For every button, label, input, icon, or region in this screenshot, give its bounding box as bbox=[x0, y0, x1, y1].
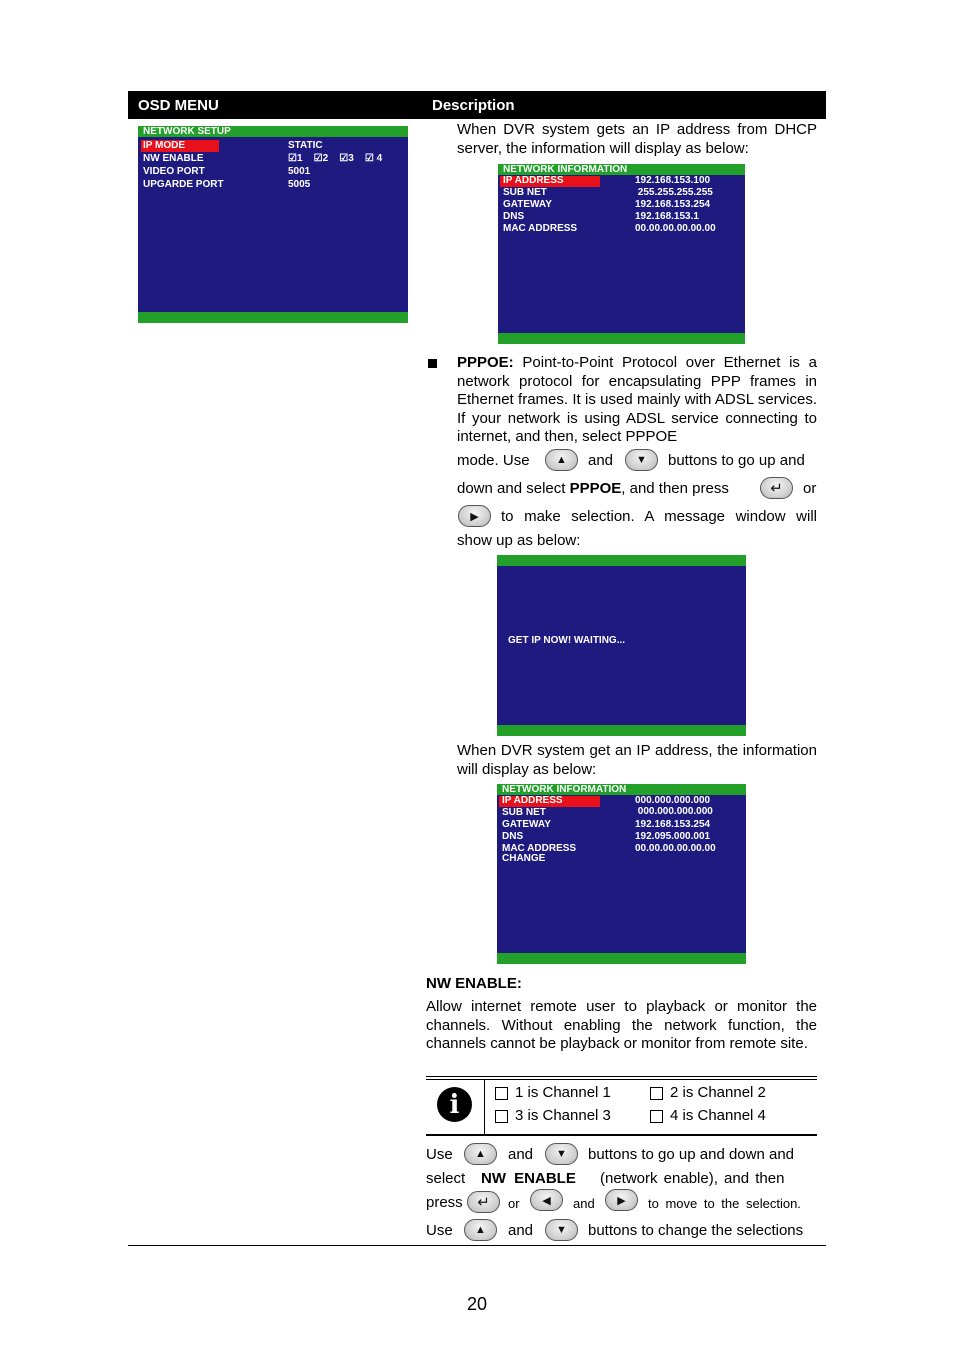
right-button-icon: ▶ bbox=[458, 505, 491, 527]
note-rule-bottom bbox=[426, 1134, 817, 1136]
note-item: 2 is Channel 2 bbox=[670, 1084, 766, 1101]
osd-waiting-message: GET IP NOW! WAITING... bbox=[508, 635, 626, 646]
pppoe-line-show: show up as below: bbox=[457, 532, 581, 549]
enter-button-icon: ↵ bbox=[467, 1191, 500, 1213]
checkbox-icon bbox=[650, 1110, 663, 1123]
osd-footer-bar bbox=[498, 333, 745, 344]
osd-row-value: 000.000.000.000 bbox=[635, 795, 711, 806]
up-button-icon: ▲ bbox=[545, 449, 578, 471]
instr-l1-rest: buttons to go up and down and bbox=[588, 1146, 795, 1163]
nw-enable-body: Allow internet remote user to playback or monitor the channels. Without enabling the network function, the channels cannot be playback or monitor from remote site. bbox=[426, 998, 817, 1053]
header-osd-menu: OSD MENU bbox=[138, 97, 219, 114]
checkbox-icon bbox=[495, 1087, 508, 1100]
instr-use: Use bbox=[426, 1146, 453, 1163]
pppoe-line-mode: mode. Use bbox=[457, 452, 530, 469]
osd-row-key: GATEWAY bbox=[502, 819, 551, 830]
osd-title: NETWORK INFORMATION bbox=[502, 784, 627, 795]
osd-row-value: 192.168.153.254 bbox=[635, 199, 711, 210]
instr-l2-rest: (network enable), and then bbox=[600, 1170, 785, 1187]
osd-title: NETWORK SETUP bbox=[143, 126, 231, 137]
header-description: Description bbox=[432, 97, 515, 114]
note-divider bbox=[484, 1079, 485, 1134]
pppoe-line-updown: buttons to go up and bbox=[668, 452, 805, 469]
osd-row-key: VIDEO PORT bbox=[143, 166, 205, 177]
osd-waiting-window bbox=[497, 555, 746, 736]
header-notch-mid bbox=[410, 119, 426, 121]
osd-footer-bar bbox=[138, 312, 408, 323]
note-item: 4 is Channel 4 bbox=[670, 1107, 766, 1124]
osd-title-bar bbox=[497, 555, 746, 566]
up-button-icon: ▲ bbox=[464, 1143, 497, 1165]
checkbox-icon bbox=[650, 1087, 663, 1100]
instr-and: and bbox=[508, 1222, 534, 1239]
osd-row-key: IP MODE bbox=[143, 140, 186, 151]
pppoe-line-and: and bbox=[588, 452, 614, 469]
osd-row-value: 5005 bbox=[288, 179, 311, 190]
instr-select: select bbox=[426, 1170, 466, 1187]
down-button-icon: ▼ bbox=[545, 1143, 578, 1165]
nw-enable-heading: NW ENABLE: bbox=[426, 975, 522, 992]
enter-button-icon: ↵ bbox=[760, 477, 793, 499]
osd-row-key: GATEWAY bbox=[503, 199, 552, 210]
instr-and: and bbox=[573, 1196, 595, 1211]
osd-row-key: MAC ADDRESS bbox=[502, 843, 577, 854]
pppoe-line-or: or bbox=[803, 480, 817, 497]
osd-row-value: STATIC bbox=[288, 140, 323, 151]
osd-row-value: 000.000.000.000 bbox=[635, 806, 713, 817]
osd-row-value: 00.00.00.00.00.00 bbox=[635, 843, 716, 854]
down-button-icon: ▼ bbox=[545, 1219, 578, 1241]
down-button-icon: ▼ bbox=[625, 449, 658, 471]
osd-network-setup bbox=[138, 126, 408, 323]
osd-row-value: 192.168.153.254 bbox=[635, 819, 711, 830]
osd-row-key: IP ADDRESS bbox=[502, 795, 563, 806]
osd-row-key: DNS bbox=[502, 831, 524, 842]
instr-l3-rest: to move to the selection. bbox=[648, 1196, 801, 1211]
instr-l4-rest: buttons to change the selections bbox=[588, 1222, 804, 1239]
osd-row-value: ☑1 ☑2 ☑3 ☑ 4 bbox=[288, 153, 383, 164]
pppoe-body: Point-to-Point Protocol over Ethernet is a network protocol for encapsulating PPP frames in Ethernet frames. It is used mainly with ADSL services. If your network is using ADSL service connecting to internet, and then, select PPPOE bbox=[457, 354, 817, 446]
osd-row-value: 192.168.153.100 bbox=[635, 175, 711, 186]
osd-row-key: DNS bbox=[503, 211, 525, 222]
instr-and: and bbox=[508, 1146, 534, 1163]
note-item: 1 is Channel 1 bbox=[515, 1084, 611, 1101]
osd-footer-bar bbox=[497, 725, 746, 736]
pppoe-term: PPPOE: bbox=[457, 354, 514, 371]
info-icon: i bbox=[437, 1087, 472, 1122]
osd-footer-bar bbox=[497, 953, 746, 964]
osd-network-info-pppoe bbox=[497, 784, 746, 964]
osd-network-info-dhcp bbox=[498, 164, 745, 344]
instr-press: press bbox=[426, 1194, 463, 1211]
osd-row-value: 5001 bbox=[288, 166, 311, 177]
note-item: 3 is Channel 3 bbox=[515, 1107, 611, 1124]
instr-nw-enable: NW ENABLE bbox=[481, 1170, 576, 1187]
note-rule-top bbox=[426, 1076, 817, 1077]
bullet-square-icon bbox=[428, 359, 437, 368]
osd-row-key: SUB NET bbox=[502, 807, 546, 818]
osd-row-key: CHANGE bbox=[502, 853, 546, 864]
paragraph-pppoe bbox=[457, 354, 817, 447]
osd-row-key: IP ADDRESS bbox=[503, 175, 564, 186]
osd-row-key: MAC ADDRESS bbox=[503, 223, 578, 234]
paragraph-dhcp: When DVR system gets an IP address from DHCP server, the information will display as below: bbox=[457, 121, 817, 157]
osd-row-key: NW ENABLE bbox=[143, 153, 204, 164]
instr-or: or bbox=[508, 1196, 520, 1211]
osd-row-value: 192.095.000.001 bbox=[635, 831, 711, 842]
pppoe-line-make: to make selection. A message window will bbox=[501, 508, 817, 525]
up-button-icon: ▲ bbox=[464, 1219, 497, 1241]
osd-title: NETWORK INFORMATION bbox=[503, 164, 628, 175]
instr-use: Use bbox=[426, 1222, 453, 1239]
right-button-icon: ▶ bbox=[605, 1189, 638, 1211]
pppoe-line-down: down and select PPPOE, and then press bbox=[457, 480, 729, 497]
paragraph-pppoe-get: When DVR system get an IP address, the information will display as below: bbox=[457, 742, 817, 778]
osd-row-key: UPGARDE PORT bbox=[143, 179, 224, 190]
osd-row-value: 255.255.255.255 bbox=[635, 187, 713, 198]
page-number: 20 bbox=[466, 1294, 488, 1314]
header-notch-left bbox=[128, 119, 144, 121]
osd-row-value: 00.00.00.00.00.00 bbox=[635, 223, 716, 234]
osd-row-value: 192.168.153.1 bbox=[635, 211, 699, 222]
osd-row-key: SUB NET bbox=[503, 187, 547, 198]
checkbox-icon bbox=[495, 1110, 508, 1123]
left-button-icon: ◀ bbox=[530, 1189, 563, 1211]
footer-rule bbox=[128, 1245, 826, 1246]
